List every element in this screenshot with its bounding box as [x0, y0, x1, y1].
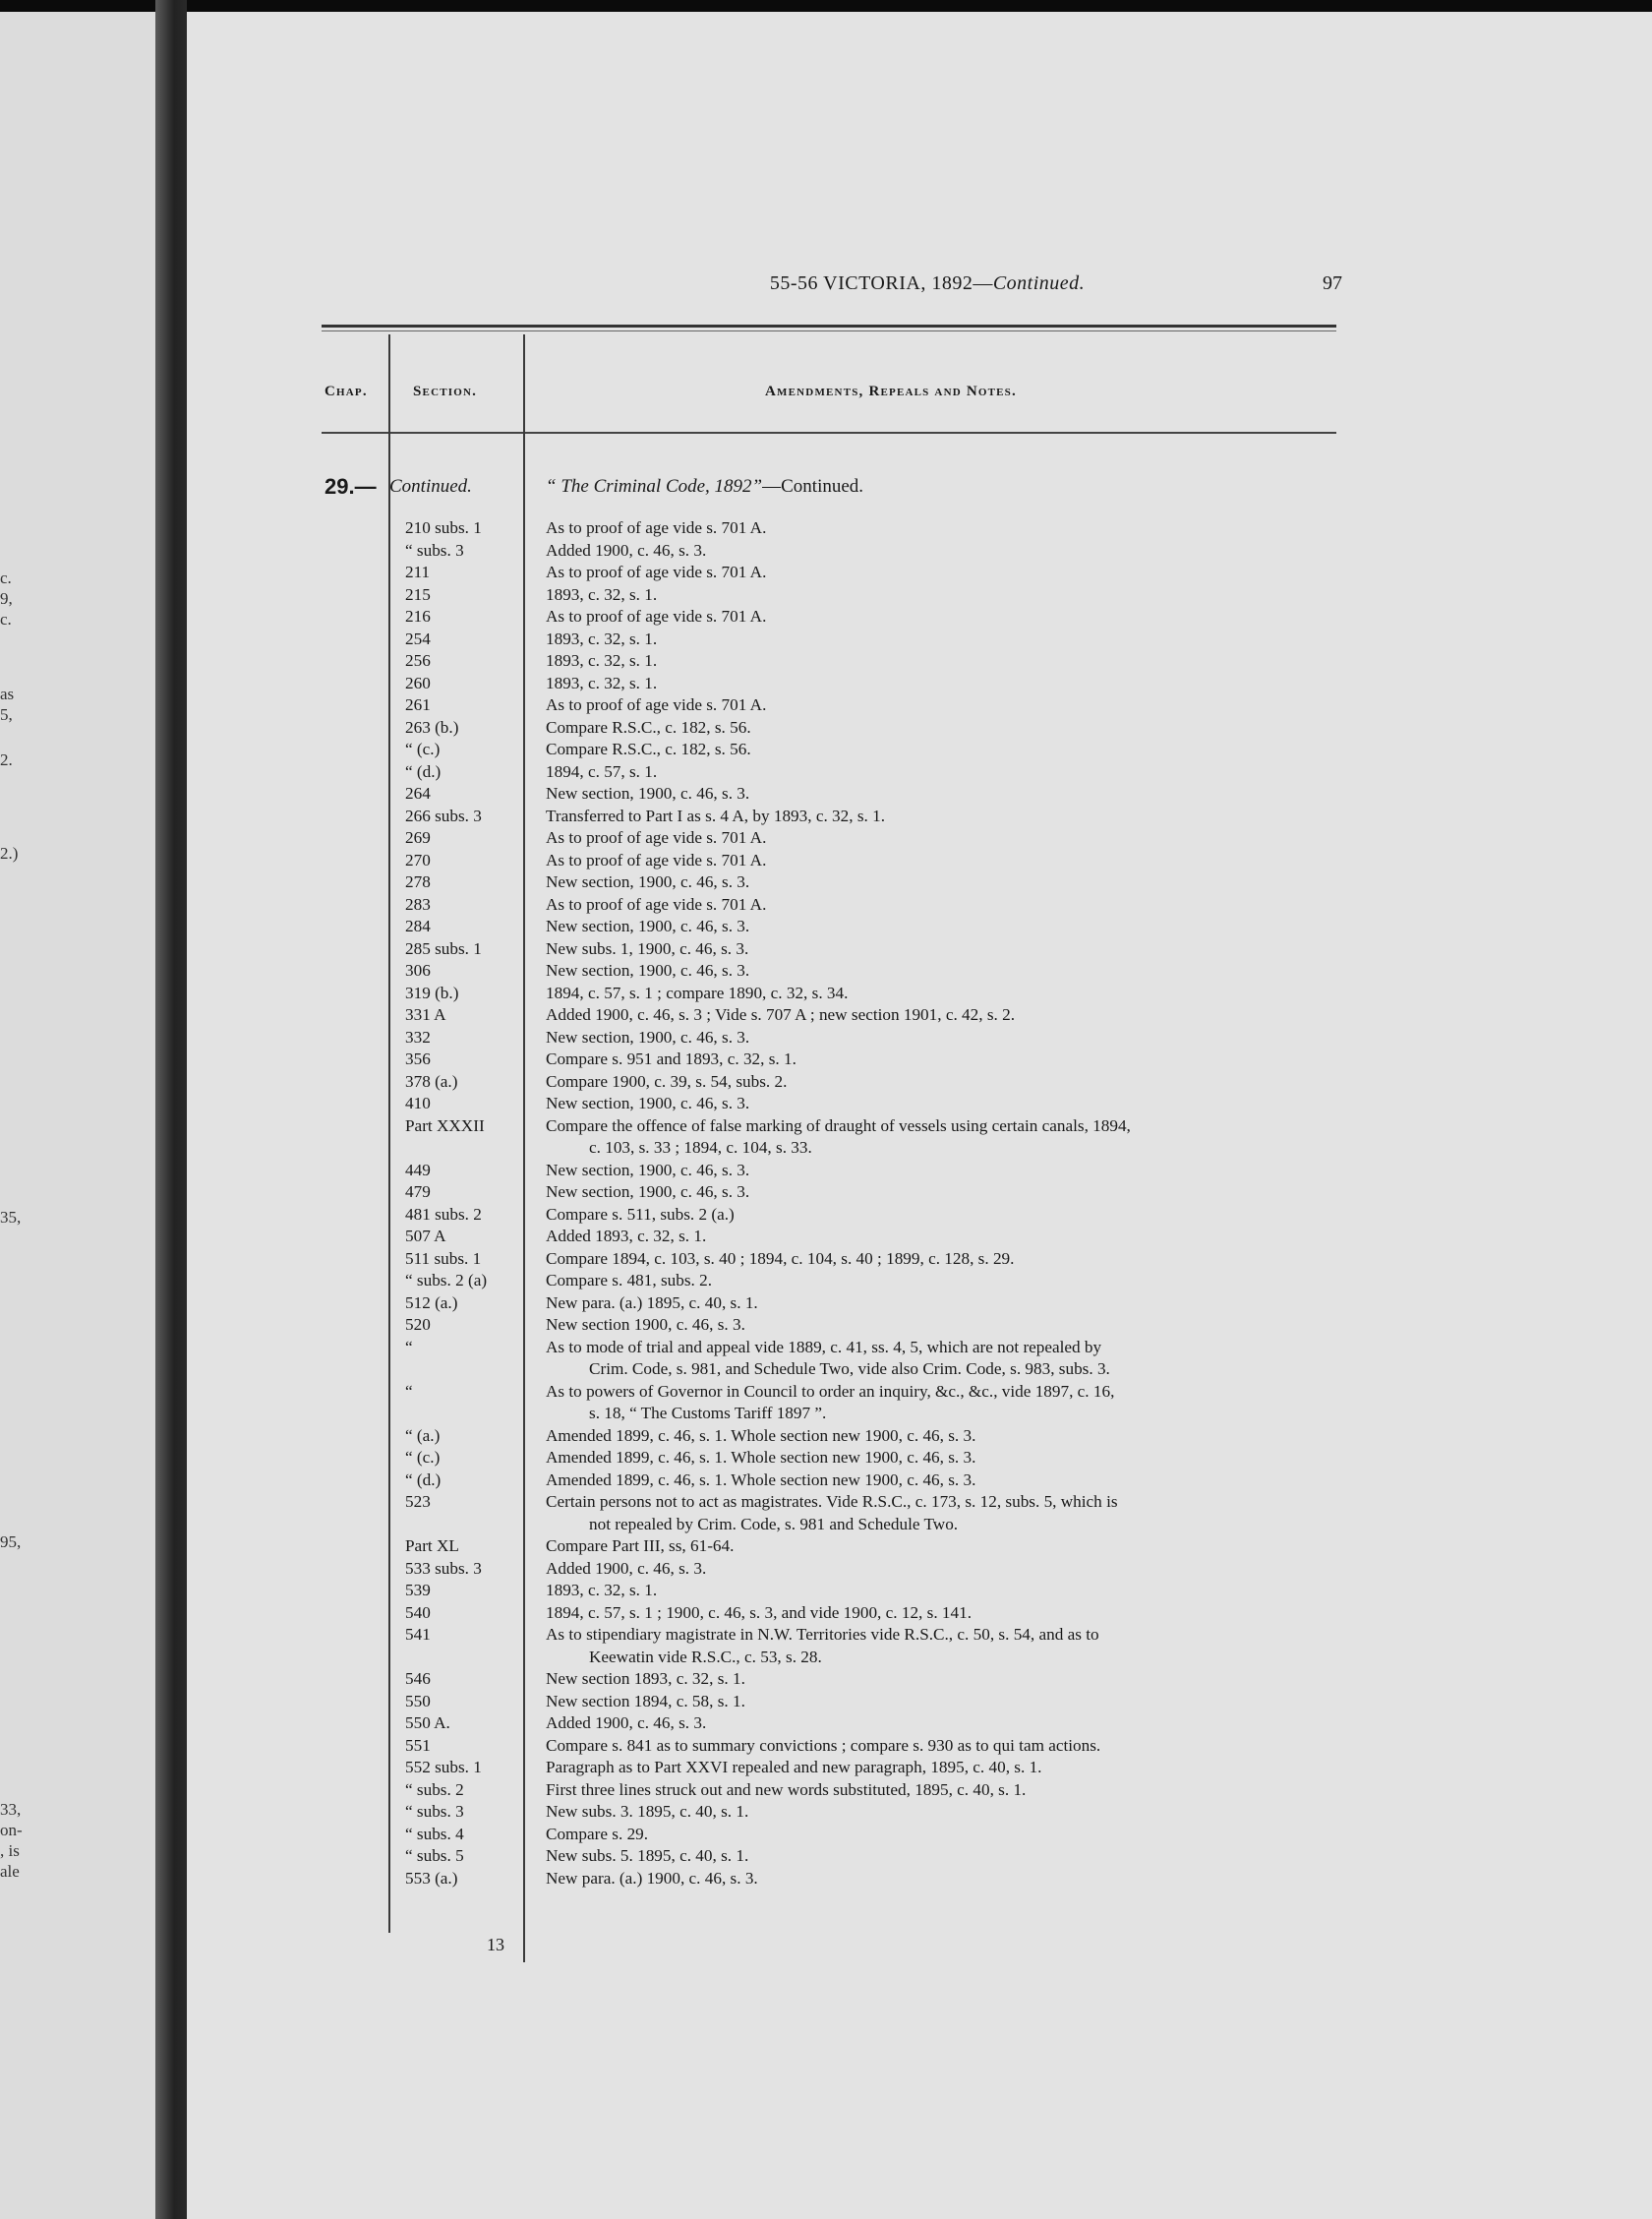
- amendment-note: [540, 1779, 1325, 1802]
- table-row: [187, 1049, 1652, 1071]
- amendment-note: [540, 1580, 1325, 1602]
- table-row: [187, 1668, 1652, 1691]
- running-head: [642, 272, 1212, 295]
- section-reference: 540: [405, 1602, 431, 1622]
- section-reference: 511 subs. 1: [405, 1248, 482, 1268]
- signature-mark: 13: [487, 1935, 504, 1954]
- section-reference: 481 subs. 2: [405, 1204, 482, 1224]
- amendment-note-text: Amended 1899, c. 46, s. 1. Whole section new 1900, c. 46, s. 3.: [546, 1469, 976, 1489]
- amendment-note: [540, 1868, 1325, 1890]
- amendment-note-text: As to mode of trial and appeal vide 1889, c. 41, ss. 4, 5, which are not repealed by: [546, 1337, 1102, 1356]
- section-reference: “ subs. 2: [405, 1779, 464, 1799]
- left-page-fragment: c.: [0, 569, 12, 587]
- amendment-note-text: As to proof of age vide s. 701 A.: [546, 563, 767, 581]
- amendment-note: [540, 650, 1325, 673]
- section-reference: 269: [405, 828, 431, 847]
- amendment-note-text: Compare the offence of false marking of draught of vessels using certain canals, 1894,: [546, 1115, 1131, 1135]
- amendment-note-text: 1894, c. 57, s. 1.: [546, 761, 658, 781]
- table-row: [187, 1447, 1652, 1469]
- table-row: [187, 1469, 1652, 1492]
- amendment-note: [540, 783, 1325, 806]
- amendment-note-text: 1894, c. 57, s. 1 ; compare 1890, c. 32, s. 34.: [546, 983, 849, 1002]
- table-row: [187, 1535, 1652, 1558]
- table-row: [187, 1071, 1652, 1094]
- amendment-note: [540, 1337, 1325, 1381]
- section-reference: 270: [405, 850, 431, 870]
- section-reference: 210 subs. 1: [405, 518, 482, 537]
- amendment-note: [540, 1469, 1325, 1492]
- amendment-note: [540, 1314, 1325, 1337]
- table-row: [187, 1270, 1652, 1292]
- amendment-note-text: Compare R.S.C., c. 182, s. 56.: [546, 740, 751, 758]
- amendment-note-text: Added 1893, c. 32, s. 1.: [546, 1227, 707, 1245]
- left-page-fragment: 2.): [0, 844, 19, 863]
- amendment-note: [540, 517, 1325, 540]
- amendment-note: [540, 850, 1325, 872]
- section-reference: 261: [405, 695, 431, 714]
- amendment-note-text: 1893, c. 32, s. 1.: [546, 1581, 658, 1599]
- amendment-note-text: 1893, c. 32, s. 1.: [546, 651, 658, 670]
- section-reference: 278: [405, 872, 431, 891]
- amendment-note: [540, 1004, 1325, 1027]
- amendment-note-text: As to proof of age vide s. 701 A.: [546, 828, 767, 847]
- amendment-note-text: New section, 1900, c. 46, s. 3.: [546, 1182, 750, 1201]
- amendment-note: [540, 1204, 1325, 1227]
- amendment-note-text: Certain persons not to act as magistrates. Vide R.S.C., c. 173, s. 12, subs. 5, which is: [546, 1492, 1118, 1511]
- amendment-note: [540, 1027, 1325, 1050]
- chapter-number: 29.—: [324, 474, 377, 499]
- left-page-fragment: 9,: [0, 589, 13, 608]
- section-reference: “ (d.): [405, 761, 442, 781]
- amendment-note: [540, 562, 1325, 584]
- amendment-note-text: As to proof of age vide s. 701 A.: [546, 894, 767, 914]
- table-row: [187, 1226, 1652, 1248]
- amendment-note: [540, 1292, 1325, 1315]
- section-reference: 553 (a.): [405, 1868, 458, 1888]
- table-row: [187, 1181, 1652, 1204]
- table-row: [187, 1337, 1652, 1381]
- section-reference: 410: [405, 1094, 431, 1112]
- amendment-note: [540, 629, 1325, 651]
- table-row: [187, 894, 1652, 917]
- section-reference: 479: [405, 1182, 431, 1201]
- amendment-note: [540, 1381, 1325, 1425]
- column-header-chap: Chap.: [324, 384, 368, 399]
- amendment-note-text: New subs. 3. 1895, c. 40, s. 1.: [546, 1802, 749, 1821]
- table-row: [187, 1004, 1652, 1027]
- amendment-note-text: Paragraph as to Part XXVI repealed and new paragraph, 1895, c. 40, s. 1.: [546, 1758, 1042, 1776]
- column-header-section: Section.: [413, 384, 478, 399]
- top-rule: [322, 325, 1336, 331]
- amendment-note-text: New section, 1900, c. 46, s. 3.: [546, 784, 750, 803]
- left-page-fragment: c.: [0, 610, 12, 629]
- amendment-note: [540, 1425, 1325, 1448]
- amendment-note: [540, 1181, 1325, 1204]
- amendment-note: [540, 1757, 1325, 1779]
- amendment-note: [540, 1691, 1325, 1713]
- left-page-fragment: 95,: [0, 1532, 22, 1551]
- amendment-note-text: New section 1894, c. 58, s. 1.: [546, 1691, 745, 1710]
- amendment-note-continuation: not repealed by Crim. Code, s. 981 and Schedule Two.: [589, 1514, 959, 1533]
- left-page-fragment: , is: [0, 1841, 20, 1860]
- table-row: [187, 1757, 1652, 1779]
- amendment-note: [540, 1845, 1325, 1868]
- table-row: [187, 1779, 1652, 1802]
- section-reference: “: [405, 1337, 413, 1356]
- amendment-note: [540, 1447, 1325, 1469]
- section-reference: 550: [405, 1691, 431, 1710]
- amendment-note-text: As to proof of age vide s. 701 A.: [546, 850, 767, 870]
- section-reference: 551: [405, 1735, 431, 1755]
- amendment-note-text: 1893, c. 32, s. 1.: [546, 673, 658, 692]
- table-row: [187, 1027, 1652, 1050]
- amendment-note: [540, 1602, 1325, 1625]
- table-row: [187, 717, 1652, 740]
- section-reference: “ (c.): [405, 1448, 441, 1467]
- amendment-note-text: As to proof of age vide s. 701 A.: [546, 607, 767, 626]
- left-page-fragment: as: [0, 685, 15, 703]
- amendment-note: [540, 606, 1325, 629]
- act-title-suffix: —Continued.: [762, 476, 864, 497]
- amendment-note-text: Transferred to Part I as s. 4 A, by 1893, c. 32, s. 1.: [546, 806, 885, 825]
- table-row: [187, 806, 1652, 828]
- section-reference: 539: [405, 1581, 431, 1599]
- table-row: [187, 960, 1652, 983]
- section-reference: 284: [405, 917, 431, 935]
- amendment-note: [540, 1270, 1325, 1292]
- amendment-note: [540, 540, 1325, 563]
- amendment-note-text: As to stipendiary magistrate in N.W. Territories vide R.S.C., c. 50, s. 54, and as to: [546, 1625, 1099, 1644]
- table-row: [187, 1425, 1652, 1448]
- table-row: [187, 1845, 1652, 1868]
- amendment-note: [540, 1824, 1325, 1846]
- running-head-continued: Continued.: [992, 272, 1086, 294]
- book-gutter: [155, 0, 187, 2219]
- table-row: [187, 938, 1652, 961]
- amendment-note-text: As to proof of age vide s. 701 A.: [546, 695, 767, 714]
- table-row: [187, 562, 1652, 584]
- amendment-note-continuation: s. 18, “ The Customs Tariff 1897 ”.: [589, 1404, 827, 1422]
- section-reference: “ (d.): [405, 1469, 442, 1489]
- amendment-note: [540, 983, 1325, 1005]
- left-facing-page: [0, 12, 155, 2219]
- amendment-note-text: New subs. 5. 1895, c. 40, s. 1.: [546, 1846, 749, 1865]
- amendment-note-text: New section, 1900, c. 46, s. 3.: [546, 917, 750, 935]
- amendment-note: [540, 827, 1325, 850]
- amendment-note-continuation: c. 103, s. 33 ; 1894, c. 104, s. 33.: [589, 1138, 812, 1157]
- amendment-note-text: Compare s. 29.: [546, 1824, 649, 1843]
- table-row: [187, 1735, 1652, 1758]
- amendment-note: [540, 1712, 1325, 1735]
- amendment-note-text: New section, 1900, c. 46, s. 3.: [546, 1094, 750, 1112]
- amendment-note: [540, 1558, 1325, 1581]
- section-reference: 550 A.: [405, 1713, 450, 1732]
- amendment-note-continuation: Keewatin vide R.S.C., c. 53, s. 28.: [589, 1647, 822, 1666]
- table-row: [187, 1204, 1652, 1227]
- amendment-note-text: New section, 1900, c. 46, s. 3.: [546, 1027, 750, 1047]
- table-row: [187, 1558, 1652, 1581]
- table-row: [187, 540, 1652, 563]
- amendment-note: [540, 1160, 1325, 1182]
- amendment-note-text: Compare Part III, ss, 61-64.: [546, 1536, 735, 1555]
- chapter-continued: Continued.: [389, 476, 472, 497]
- amendment-note: [540, 1071, 1325, 1094]
- amendment-note: [540, 1735, 1325, 1758]
- section-reference: 356: [405, 1050, 431, 1068]
- section-reference: 263 (b.): [405, 717, 459, 737]
- table-row: [187, 1712, 1652, 1735]
- table-row: [187, 1824, 1652, 1846]
- amendment-note-text: 1893, c. 32, s. 1.: [546, 584, 658, 604]
- table-row: [187, 1868, 1652, 1890]
- amendment-note: [540, 584, 1325, 607]
- amendment-note-text: 1893, c. 32, s. 1.: [546, 629, 658, 648]
- amendment-note: [540, 894, 1325, 917]
- table-row: [187, 871, 1652, 894]
- amendment-note-text: Compare s. 951 and 1893, c. 32, s. 1.: [546, 1050, 796, 1068]
- table-row: [187, 739, 1652, 761]
- table-row: [187, 517, 1652, 540]
- section-reference: “: [405, 1381, 413, 1401]
- amendment-note-text: Compare s. 481, subs. 2.: [546, 1271, 713, 1289]
- amendment-note: [540, 1801, 1325, 1824]
- table-row: [187, 783, 1652, 806]
- table-row: [187, 606, 1652, 629]
- amendment-note-continuation: Crim. Code, s. 981, and Schedule Two, vide also Crim. Code, s. 983, subs. 3.: [589, 1359, 1110, 1378]
- section-reference: 533 subs. 3: [405, 1558, 482, 1578]
- table-row: [187, 761, 1652, 784]
- section-reference: “ (a.): [405, 1425, 441, 1445]
- act-title: [546, 476, 863, 498]
- table-row: [187, 916, 1652, 938]
- amendment-note-text: New section, 1900, c. 46, s. 3.: [546, 961, 750, 980]
- section-reference: “ subs. 4: [405, 1824, 464, 1843]
- amendment-note: [540, 938, 1325, 961]
- table-row: [187, 1491, 1652, 1535]
- amendment-note: [540, 1226, 1325, 1248]
- table-row: [187, 1801, 1652, 1824]
- section-reference: 260: [405, 673, 431, 692]
- table-row: [187, 1691, 1652, 1713]
- amendment-note: [540, 1535, 1325, 1558]
- section-reference: 512 (a.): [405, 1292, 458, 1312]
- column-header-notes: Amendments, Repeals and Notes.: [765, 384, 1017, 399]
- left-page-fragment: 35,: [0, 1208, 22, 1227]
- amendment-note: [540, 1049, 1325, 1071]
- table-row: [187, 584, 1652, 607]
- amendment-note-text: Added 1900, c. 46, s. 3.: [546, 1558, 707, 1578]
- amendment-note: [540, 673, 1325, 695]
- amendment-note-text: Added 1900, c. 46, s. 3.: [546, 1713, 707, 1732]
- amendment-note-text: New section 1900, c. 46, s. 3.: [546, 1315, 745, 1334]
- running-head-main: 55-56 VICTORIA, 1892—: [769, 272, 993, 294]
- amendment-note-text: New section, 1900, c. 46, s. 3.: [546, 872, 750, 891]
- table-row: [187, 1580, 1652, 1602]
- table-row: [187, 629, 1652, 651]
- amendment-note: [540, 916, 1325, 938]
- left-page-fragment: on-: [0, 1821, 23, 1839]
- amendment-note-text: Compare s. 511, subs. 2 (a.): [546, 1204, 735, 1224]
- section-reference: 254: [405, 629, 431, 648]
- section-reference: 264: [405, 784, 431, 803]
- table-row: [187, 827, 1652, 850]
- amendment-note-text: Compare 1900, c. 39, s. 54, subs. 2.: [546, 1071, 788, 1091]
- amendment-note: [540, 806, 1325, 828]
- section-reference: “ subs. 3: [405, 1802, 464, 1821]
- table-row: [187, 1093, 1652, 1115]
- section-reference: “ (c.): [405, 740, 441, 758]
- section-reference: 283: [405, 894, 431, 914]
- left-page-fragment: 5,: [0, 705, 13, 724]
- amendment-note-text: 1894, c. 57, s. 1 ; 1900, c. 46, s. 3, and vide 1900, c. 12, s. 141.: [546, 1602, 972, 1622]
- header-rule: [322, 432, 1336, 434]
- amendment-note-text: As to powers of Governor in Council to order an inquiry, &c., &c., vide 1897, c. 16,: [546, 1381, 1115, 1401]
- amendment-note: [540, 761, 1325, 784]
- amendment-note-text: Compare 1894, c. 103, s. 40 ; 1894, c. 104, s. 40 ; 1899, c. 128, s. 29.: [546, 1248, 1015, 1268]
- amendment-note: [540, 871, 1325, 894]
- section-reference: 378 (a.): [405, 1071, 458, 1091]
- entries-table: [187, 517, 1652, 1889]
- amendment-note-text: Compare R.S.C., c. 182, s. 56.: [546, 717, 751, 737]
- table-row: [187, 1115, 1652, 1160]
- section-reference: 285 subs. 1: [405, 938, 482, 958]
- act-title-italic: “ The Criminal Code, 1892”: [546, 476, 763, 497]
- table-row: [187, 1314, 1652, 1337]
- table-row: [187, 1248, 1652, 1271]
- table-row: [187, 1602, 1652, 1625]
- amendment-note-text: Added 1900, c. 46, s. 3.: [546, 540, 707, 560]
- table-row: [187, 1292, 1652, 1315]
- section-reference: 331 A: [405, 1005, 446, 1024]
- amendment-note: [540, 1248, 1325, 1271]
- section-reference: 215: [405, 584, 431, 604]
- left-page-fragment: 33,: [0, 1800, 22, 1819]
- amendment-note-text: Added 1900, c. 46, s. 3 ; Vide s. 707 A ; new section 1901, c. 42, s. 2.: [546, 1005, 1016, 1024]
- left-page-fragment: ale: [0, 1862, 20, 1881]
- amendment-note-text: First three lines struck out and new words substituted, 1895, c. 40, s. 1.: [546, 1779, 1027, 1799]
- table-row: [187, 694, 1652, 717]
- section-reference: 266 subs. 3: [405, 806, 482, 825]
- amendment-note-text: Compare s. 841 as to summary convictions ; compare s. 930 as to qui tam actions.: [546, 1735, 1101, 1755]
- section-reference: 256: [405, 651, 431, 670]
- section-reference: 520: [405, 1315, 431, 1334]
- amendment-note: [540, 717, 1325, 740]
- table-row: [187, 983, 1652, 1005]
- document-page: [187, 12, 1652, 2219]
- amendment-note: [540, 694, 1325, 717]
- table-row: [187, 1160, 1652, 1182]
- amendment-note: [540, 739, 1325, 761]
- amendment-note-text: New para. (a.) 1895, c. 40, s. 1.: [546, 1292, 758, 1312]
- amendment-note-text: Amended 1899, c. 46, s. 1. Whole section new 1900, c. 46, s. 3.: [546, 1448, 976, 1467]
- section-reference: Part XXXII: [405, 1115, 485, 1135]
- amendment-note: [540, 1093, 1325, 1115]
- table-row: [187, 1381, 1652, 1425]
- section-reference: 523: [405, 1492, 431, 1511]
- section-reference: “ subs. 3: [405, 540, 464, 560]
- section-reference: 319 (b.): [405, 983, 459, 1002]
- section-reference: 546: [405, 1669, 431, 1688]
- section-reference: 332: [405, 1027, 431, 1047]
- amendment-note-text: As to proof of age vide s. 701 A.: [546, 518, 767, 537]
- amendment-note: [540, 960, 1325, 983]
- section-reference: 216: [405, 607, 431, 626]
- left-page-fragment: 2.: [0, 750, 13, 769]
- amendment-note: [540, 1115, 1325, 1160]
- table-row: [187, 850, 1652, 872]
- table-row: [187, 673, 1652, 695]
- amendment-note: [540, 1624, 1325, 1668]
- page-number: 97: [1323, 272, 1342, 294]
- amendment-note-text: New section 1893, c. 32, s. 1.: [546, 1669, 745, 1688]
- amendment-note-text: Amended 1899, c. 46, s. 1. Whole section new 1900, c. 46, s. 3.: [546, 1425, 976, 1445]
- section-reference: “ subs. 5: [405, 1846, 464, 1865]
- table-row: [187, 1624, 1652, 1668]
- amendment-note: [540, 1491, 1325, 1535]
- section-reference: “ subs. 2 (a): [405, 1271, 488, 1289]
- section-reference: Part XL: [405, 1536, 459, 1555]
- table-row: [187, 650, 1652, 673]
- amendment-note: [540, 1668, 1325, 1691]
- amendment-note-text: New subs. 1, 1900, c. 46, s. 3.: [546, 938, 749, 958]
- section-reference: 552 subs. 1: [405, 1758, 482, 1776]
- section-reference: 541: [405, 1625, 431, 1644]
- section-reference: 449: [405, 1160, 431, 1179]
- section-reference: 507 A: [405, 1227, 446, 1245]
- section-reference: 211: [405, 563, 431, 581]
- amendment-note-text: New section, 1900, c. 46, s. 3.: [546, 1160, 750, 1179]
- section-reference: 306: [405, 961, 431, 980]
- amendment-note-text: New para. (a.) 1900, c. 46, s. 3.: [546, 1868, 758, 1888]
